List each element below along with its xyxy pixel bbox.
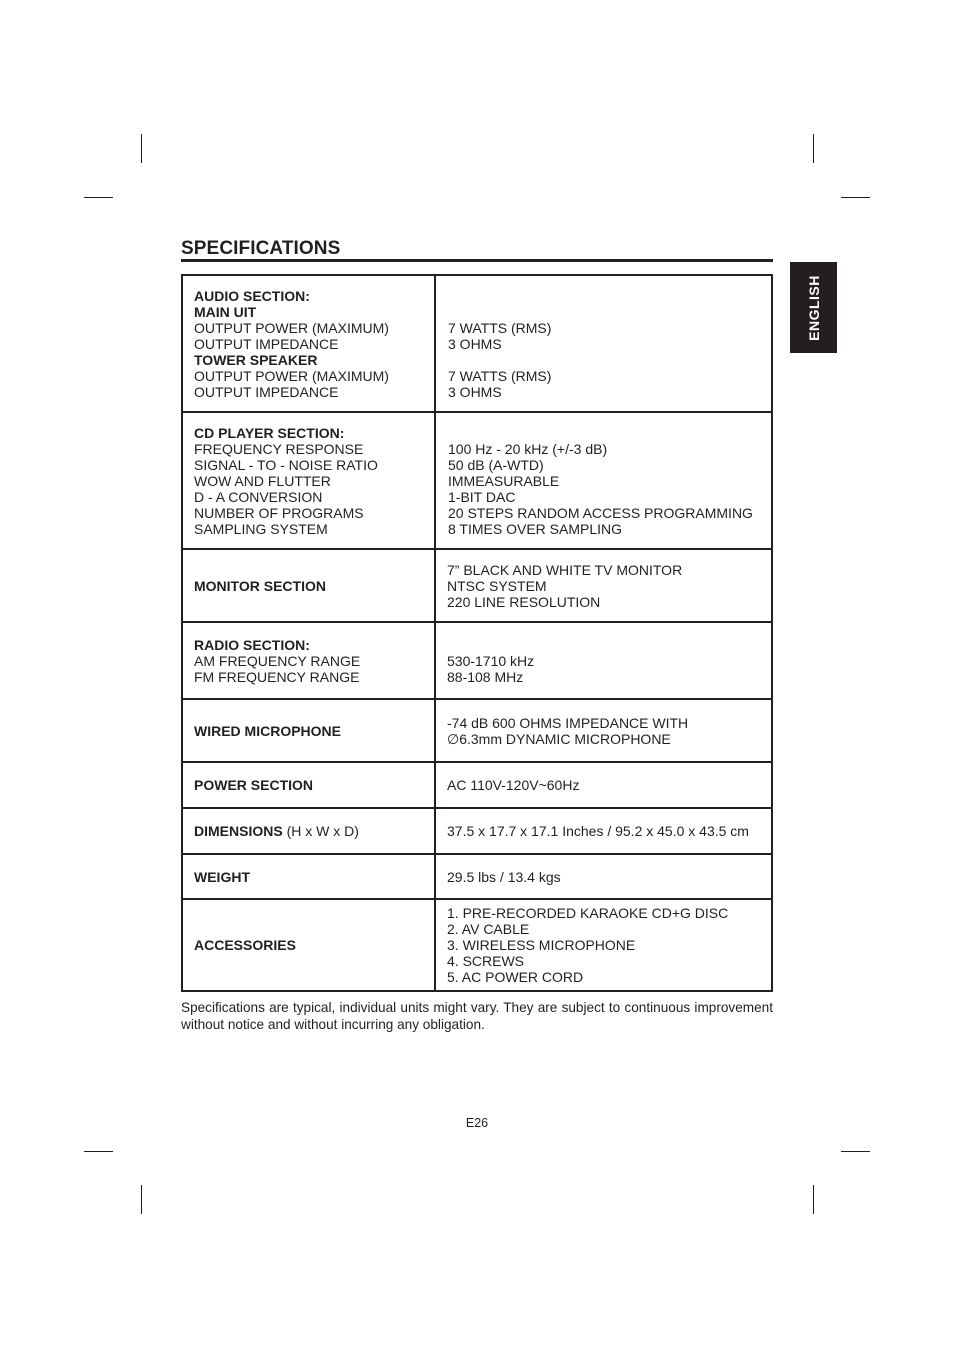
wired-microphone-heading: WIRED MICROPHONE (182, 699, 435, 762)
list-item: 5. AC POWER CORD (447, 969, 584, 985)
spec-value: 3 OHMS (448, 383, 502, 400)
spec-label: OUTPUT POWER (MAXIMUM) (194, 367, 389, 384)
weight-value: 29.5 lbs / 13.4 kgs (435, 854, 772, 899)
language-tab (790, 262, 837, 353)
table-row-wired-microphone (182, 699, 772, 762)
cd-values-cell (435, 412, 772, 549)
dimensions-unit-note: (H x W x D) (282, 823, 359, 839)
spec-value: -74 dB 600 OHMS IMPEDANCE WITH (447, 714, 689, 731)
spec-value: 3 OHMS (448, 335, 502, 352)
radio-values-cell (435, 622, 772, 699)
page-title: SPECIFICATIONS (181, 238, 341, 259)
crop-mark (141, 1185, 142, 1214)
spec-value: 8 TIMES OVER SAMPLING (448, 520, 623, 537)
crop-mark (84, 1151, 113, 1152)
spec-value: 20 STEPS RANDOM ACCESS PROGRAMMING (448, 504, 753, 521)
specifications-table (181, 274, 773, 992)
list-item: 1. PRE-RECORDED KARAOKE CD+G DISC (447, 905, 729, 921)
microphone-values-cell (435, 699, 772, 762)
radio-labels-cell (182, 622, 435, 699)
crop-mark (841, 197, 870, 198)
monitor-values-cell (435, 549, 772, 622)
crop-mark (813, 1185, 814, 1214)
cd-labels-cell (182, 412, 435, 549)
language-tab-label: ENGLISH (805, 274, 822, 341)
spec-label: FM FREQUENCY RANGE (194, 668, 360, 685)
accessories-heading: ACCESSORIES (182, 899, 435, 991)
spec-label: OUTPUT POWER (MAXIMUM) (194, 319, 389, 336)
crop-mark (84, 197, 113, 198)
spec-label: OUTPUT IMPEDANCE (194, 383, 339, 400)
power-heading: POWER SECTION (182, 762, 435, 808)
weight-heading: WEIGHT (182, 854, 435, 899)
spec-label: SAMPLING SYSTEM (194, 520, 328, 537)
footnote: Specifications are typical, individual units might vary. They are subject to continuous improvement without notice and without incurring any obligation. (181, 1000, 773, 1032)
table-row-cd-player (182, 412, 772, 549)
table-row-weight (182, 854, 772, 899)
spec-label: D - A CONVERSION (194, 488, 323, 505)
table-row-dimensions (182, 808, 772, 854)
tower-speaker-heading: TOWER SPEAKER (194, 351, 318, 368)
spec-value: 7 WATTS (RMS) (448, 319, 552, 336)
crop-mark (841, 1151, 870, 1152)
table-row-radio (182, 622, 772, 699)
table-row-accessories (182, 899, 772, 991)
spec-value: 7 WATTS (RMS) (448, 367, 552, 384)
dimensions-labels-cell (182, 808, 435, 854)
spec-label: FREQUENCY RESPONSE (194, 440, 364, 457)
page-number: E26 (465, 1116, 489, 1130)
dimensions-value: 37.5 x 17.7 x 17.1 Inches / 95.2 x 45.0 x 43.5 cm (435, 808, 772, 854)
title-rule (181, 259, 773, 262)
spec-value: NTSC SYSTEM (447, 577, 547, 594)
audio-values-cell (435, 275, 772, 412)
spec-label: AM FREQUENCY RANGE (194, 652, 361, 669)
dimensions-heading: DIMENSIONS (194, 823, 283, 839)
spec-value: 50 dB (A-WTD) (448, 456, 544, 473)
spec-label: WOW AND FLUTTER (194, 472, 331, 489)
table-row-power (182, 762, 772, 808)
radio-heading: RADIO SECTION: (194, 636, 310, 653)
crop-mark (813, 134, 814, 163)
spec-value: 88-108 MHz (447, 668, 524, 685)
spec-value: ∅6.3mm DYNAMIC MICROPHONE (447, 730, 671, 747)
audio-labels-cell (182, 275, 435, 412)
monitor-heading: MONITOR SECTION (182, 549, 435, 622)
list-item: 3. WIRELESS MICROPHONE (447, 937, 636, 953)
crop-mark (141, 134, 142, 163)
spec-label: NUMBER OF PROGRAMS (194, 504, 364, 521)
spec-value: 530-1710 kHz (447, 652, 535, 669)
list-item: 2. AV CABLE (447, 921, 530, 937)
spec-value: 7” BLACK AND WHITE TV MONITOR (447, 561, 683, 578)
spec-label: OUTPUT IMPEDANCE (194, 335, 339, 352)
cd-heading: CD PLAYER SECTION: (194, 424, 345, 441)
list-item: 4. SCREWS (447, 953, 525, 969)
spec-value: IMMEASURABLE (448, 472, 560, 489)
table-row-audio (182, 275, 772, 412)
spec-label: SIGNAL - TO - NOISE RATIO (194, 456, 378, 473)
main-unit-heading: MAIN UIT (194, 303, 257, 320)
accessories-list-cell (435, 899, 772, 991)
power-value: AC 110V-120V~60Hz (435, 762, 772, 808)
audio-heading: AUDIO SECTION: (194, 287, 310, 304)
spec-value: 100 Hz - 20 kHz (+/-3 dB) (448, 440, 608, 457)
spec-value: 1-BIT DAC (448, 488, 516, 505)
spec-value: 220 LINE RESOLUTION (447, 593, 601, 610)
table-row-monitor (182, 549, 772, 622)
